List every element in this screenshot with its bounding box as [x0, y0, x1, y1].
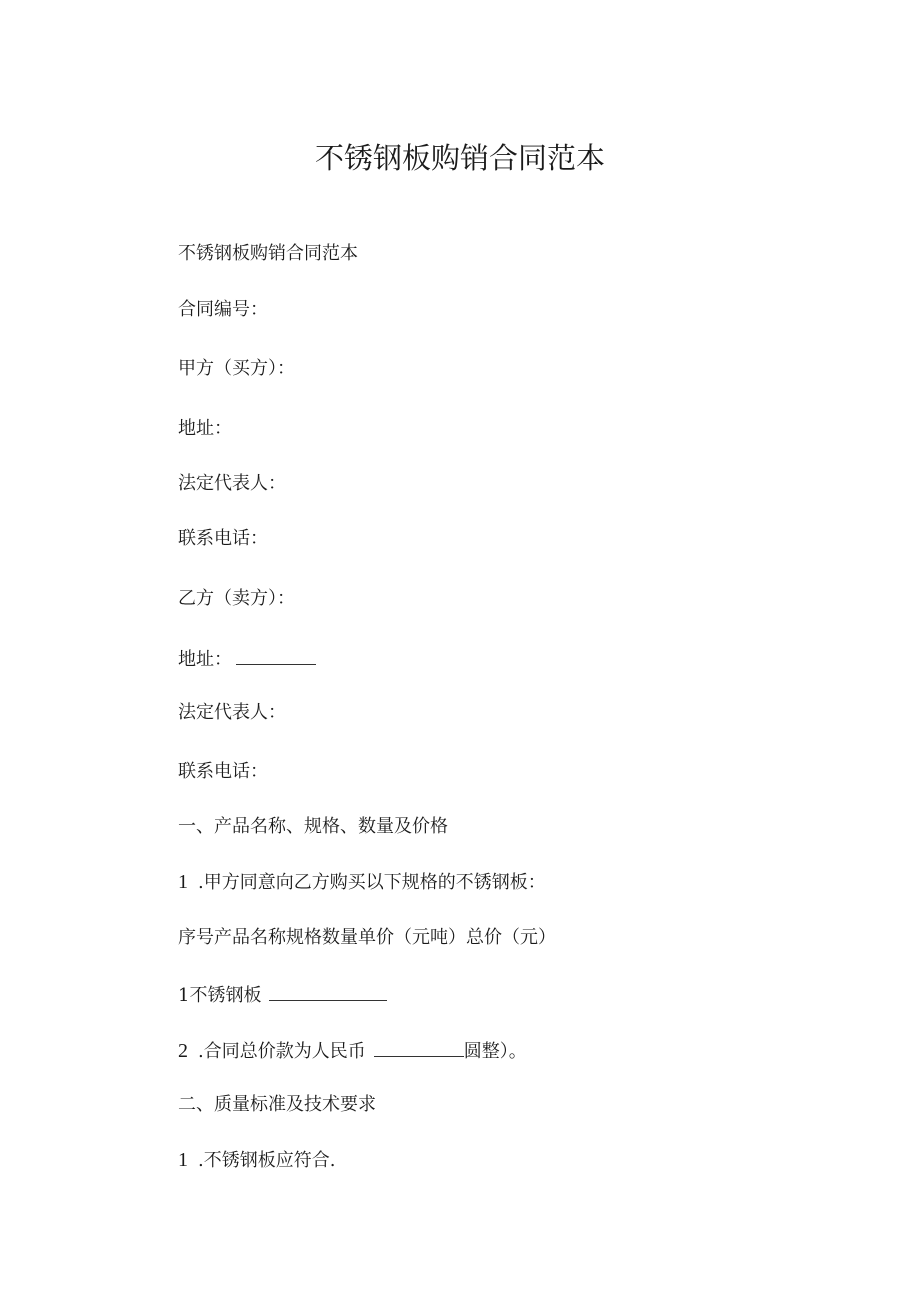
party-b-address-row [178, 646, 320, 672]
party-b-address-label: 地址： [178, 649, 232, 670]
clause-number: 1 [178, 871, 188, 893]
clause-1-2 [178, 1038, 527, 1064]
clause-text: .甲方同意向乙方购买以下规格的不锈钢板： [198, 872, 546, 893]
section-2-heading: 二、质量标准及技术要求 [178, 1094, 376, 1115]
clause-2-1 [178, 1148, 335, 1173]
clause-number: 1 [178, 1149, 188, 1171]
clause-text: .合同总价款为人民币 [198, 1041, 366, 1062]
clause-number: 2 [178, 1040, 188, 1062]
party-a-phone-label: 联系电话： [178, 528, 268, 549]
total-price-blank [374, 1038, 464, 1057]
section-1-heading: 一、产品名称、规格、数量及价格 [178, 816, 448, 837]
party-a-label: 甲方（买方）： [178, 358, 295, 379]
party-a-address-label: 地址： [178, 418, 232, 439]
table-row [178, 982, 391, 1008]
document-title: 不锈钢板购销合同范本 [314, 141, 605, 175]
party-b-phone-label: 联系电话： [178, 761, 268, 782]
clause-1-1 [178, 870, 546, 895]
party-b-label: 乙方（卖方）： [178, 588, 295, 609]
party-b-address-blank [236, 646, 316, 665]
table-row-blank [269, 982, 387, 1001]
document-subtitle: 不锈钢板购销合同范本 [178, 243, 358, 264]
party-b-representative-label: 法定代表人： [178, 702, 286, 723]
clause-suffix: 圆整）。 [463, 1041, 527, 1062]
clause-text: .不锈钢板应符合. [198, 1150, 336, 1171]
table-header-row: 序号产品名称规格数量单价（元吨）总价（元） [178, 927, 556, 948]
table-row-text: 1不锈钢板 [178, 985, 262, 1006]
party-a-representative-label: 法定代表人： [178, 473, 286, 494]
contract-number-label: 合同编号： [178, 299, 268, 320]
